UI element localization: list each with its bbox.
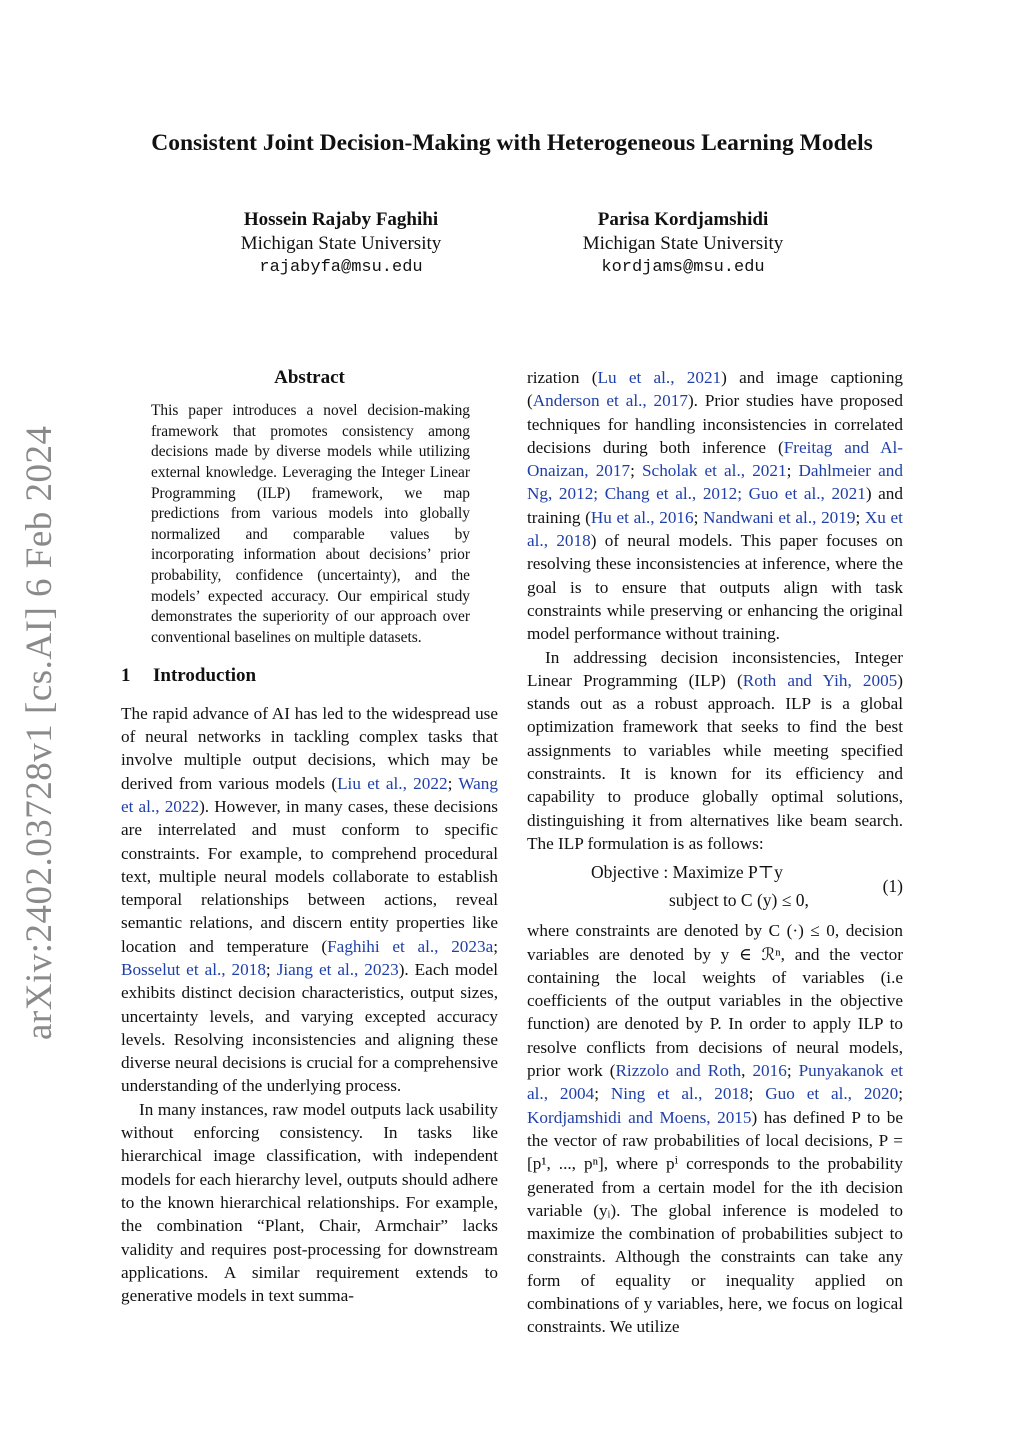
text-run: ; — [786, 461, 799, 481]
intro-paragraph-1 — [121, 702, 498, 1098]
right-column — [527, 366, 903, 1339]
author-block-1 — [171, 208, 511, 280]
text-run: The rapid advance of AI has led to the widespread use of neural networks in tackling complex tasks that involve multiple output decisions, which may be derived from various models ( — [121, 703, 498, 793]
right-paragraph-3 — [527, 919, 903, 1338]
text-run: ; — [855, 507, 865, 527]
citation-link[interactable]: Lu et al., 2021 — [597, 368, 722, 387]
right-paragraph-1 — [527, 366, 903, 646]
citation-link[interactable]: Punyakanok et al., 2004 — [527, 1061, 903, 1104]
text-run: ; — [898, 1084, 903, 1104]
text-run: rization ( — [527, 368, 598, 387]
text-run: ) and image captioning ( — [527, 368, 904, 411]
citation-link[interactable]: Ning et al., 2018 — [610, 1084, 749, 1104]
author-affiliation: Michigan State University — [240, 233, 442, 254]
text-run: ) stands out as a robust approach. ILP is a global optimization framework that seeks to find the best assignments to variables while meeting specified constraints. It is known for its efficiency and capability to produce globally optimal solutions, distinguishing it from alternatives like beam search. The ILP formulation is as follows: — [527, 670, 904, 853]
author-name: Parisa Kordjamshidi — [597, 209, 769, 230]
text-run: ; — [693, 507, 704, 527]
text-run: In addressing decision inconsistencies, Integer Linear Programming (ILP) ( — [527, 647, 903, 690]
text-run: ) has defined P to be the vector of raw probabilities of local decisions, P = [p¹, ..., pⁿ], where pⁱ corresponds to the probability generated from a certain model for the ith decision variable (yᵢ). The global inference is modeled to maximize the combination of probabilities subject to constraints. Although the constraints can take any form of equality or inequality applied on combinations of y variables, here, we focus on logical constraints. We utilize — [527, 1107, 903, 1337]
text-run: ; — [630, 461, 642, 481]
abstract-text: This paper introduces a novel decision-making framework that promotes consistency among decisions made by diverse models while utilizing external knowledge. Leveraging the Integer Linear Programming (ILP) framework, we map predictions from various models into globally normalized and comparable values by incorporating information about decisions’ prior probability, confidence (uncertainty), and the models’ expected accuracy. Our empirical study demonstrates the superiority of our approach over conventional baselines on multiple datasets. — [151, 402, 470, 646]
author-email: kordjams@msu.edu — [601, 258, 765, 277]
author-affiliation: Michigan State University — [582, 233, 784, 254]
citation-link[interactable]: Scholak et al., 2021 — [642, 461, 787, 481]
equation-constraint-line: subject to C (y) ≤ 0, — [669, 890, 809, 911]
left-column — [121, 366, 498, 1307]
text-run: ) of neural models. This paper focuses on resolving these inconsistencies at inference, where the goal is to ensure that outputs align with task constraints while preserving or enhancing the original model performance without training. — [527, 531, 904, 644]
text-run: where constraints are denoted by C (·) ≤ 0, decision variables are denoted by y ∈ ℛⁿ, and the vector containing the local weights of variables (i.e coefficients of the output variables in the objective function) are denoted by P. In order to apply ILP to resolve conflicts from decisions of neural models, prior work ( — [527, 921, 903, 1081]
citation-link[interactable]: Jiang et al., 2023 — [276, 959, 399, 979]
citation-link[interactable]: Kordjamshidi and Moens, 2015 — [527, 1107, 752, 1127]
citation-link[interactable]: Bosselut et al., 2018 — [121, 959, 266, 979]
citation-link[interactable]: Anderson et al., 2017 — [532, 391, 688, 411]
equation-objective-line: Objective : Maximize P⊤y — [591, 862, 783, 883]
text-run: , — [741, 1061, 753, 1081]
citation-link[interactable]: 2016 — [752, 1061, 787, 1081]
text-run: ). Each model exhibits distinct decision characteristics, output sizes, uncertainty levels, and varying excepted accuracy levels. Resolving inconsistencies and aligning these diverse neural decisions is crucial for a comprehensive understanding of the underlying process. — [121, 959, 498, 1096]
citation-link[interactable]: Freitag and Al-Onaizan, 2017 — [527, 437, 903, 481]
author-email: rajabyfa@msu.edu — [259, 258, 423, 277]
section-title: Introduction — [153, 665, 257, 687]
text-run: ). However, in many cases, these decisions are interrelated and must conform to specific constraints. For example, to comprehend procedural text, multiple neural models collaborate to establish temporal relationships between actions, reveal semantic relations, and discern entity properties like location and temperature ( — [121, 796, 498, 956]
arxiv-identifier-stamp: arXiv:2402.03728v1 [cs.AI] 6 Feb 2024 — [19, 425, 60, 1040]
text-run: ; — [447, 773, 459, 793]
right-paragraph-2 — [527, 646, 903, 856]
author-name: Hossein Rajaby Faghihi — [243, 209, 439, 230]
author-block-2 — [513, 208, 853, 280]
intro-paragraph-2: In many instances, raw model outputs lack usability without enforcing consistency. In tasks like hierarchical image classification, with independent models for each hierarchy level, outputs should adhere to the known hierarchical relationships. For example, the combination “Plant, Chair, Armchair” lacks validity and requires post-processing for downstream applications. A similar requirement extends to generative models in text summa- — [121, 1099, 498, 1306]
text-run: ; — [748, 1084, 766, 1104]
citation-link[interactable]: Dahlmeier and Ng, 2012; Chang et al., 2012; Guo et al., 2021 — [527, 461, 903, 504]
abstract-heading: Abstract — [274, 367, 345, 388]
text-run: ; — [786, 1061, 799, 1081]
citation-link[interactable]: Rizzolo and Roth — [615, 1061, 742, 1081]
equation-number: (1) — [882, 876, 903, 897]
equation-1 — [527, 857, 903, 917]
citation-link[interactable]: Roth and Yih, 2005 — [742, 670, 898, 690]
citation-link[interactable]: Hu et al., 2016 — [590, 507, 694, 527]
section-heading-introduction — [121, 664, 498, 687]
text-run: ) and training ( — [527, 484, 903, 527]
section-number: 1 — [121, 665, 131, 687]
text-run: ). Prior studies have proposed techniques for handling inconsistencies in correlated decisions during both inference ( — [527, 391, 903, 457]
text-run: ; — [265, 959, 277, 979]
citation-link[interactable]: Faghihi et al., 2023a — [327, 936, 494, 956]
paper-title: Consistent Joint Decision-Making with Heterogeneous Learning Models — [151, 130, 873, 156]
citation-link[interactable]: Nandwani et al., 2019 — [703, 507, 856, 527]
citation-link[interactable]: Wang et al., 2022 — [121, 773, 498, 816]
citation-link[interactable]: Guo et al., 2020 — [765, 1084, 899, 1104]
text-run: ; — [493, 936, 498, 956]
text-run: ; — [594, 1084, 611, 1104]
citation-link[interactable]: Liu et al., 2022 — [337, 773, 448, 793]
citation-link[interactable]: Xu et al., 2018 — [527, 507, 903, 551]
